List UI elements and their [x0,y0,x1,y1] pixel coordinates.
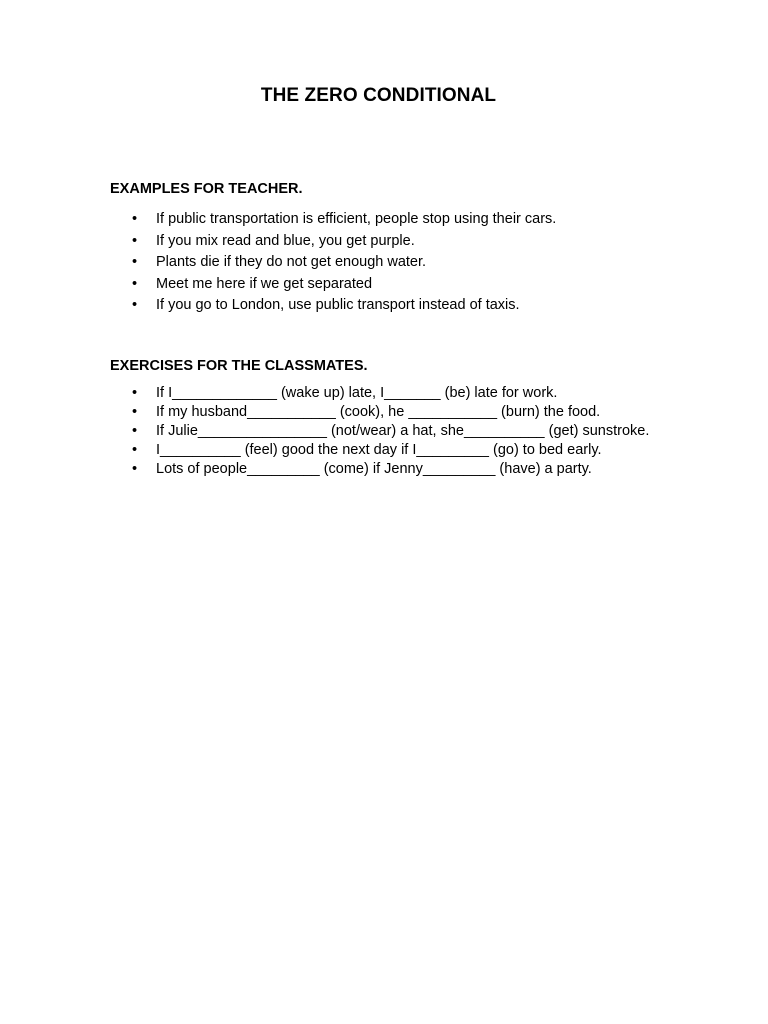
list-item [110,252,670,274]
list-item [110,274,670,296]
page-title: THE ZERO CONDITIONAL [260,85,497,106]
examples-heading: EXAMPLES FOR TEACHER. [110,181,303,197]
bullet-icon: • [132,385,138,401]
bullet-icon: • [132,297,138,313]
examples-list [110,209,670,317]
example-text: Meet me here if we get separated [156,275,373,292]
example-text: If you mix read and blue, you get purple. [156,232,415,249]
bullet-icon: • [132,232,138,249]
example-text: Plants die if they do not get enough water. [156,254,427,270]
example-text: If you go to London, use public transport instead of taxis. [156,297,520,313]
list-item [110,384,670,403]
bullet-icon: • [132,254,138,270]
list-item [110,403,670,422]
exercise-text: Lots of people_________ (come) if Jenny_________ (have) a party. [156,461,592,477]
bullet-icon: • [132,442,138,458]
bullet-icon: • [132,275,138,292]
list-item [110,422,670,441]
bullet-icon: • [132,211,138,227]
exercise-text: I__________ (feel) good the next day if I_________ (go) to bed early. [156,442,602,458]
exercise-text: If my husband___________ (cook), he ___________ (burn) the food. [156,404,601,420]
list-item [110,209,670,231]
bullet-icon: • [132,404,138,420]
exercises-heading: EXERCISES FOR THE CLASSMATES. [110,358,368,374]
list-item [110,295,670,317]
list-item [110,441,670,460]
exercise-text: If I_____________ (wake up) late, I_______ (be) late for work. [156,385,558,401]
bullet-icon: • [132,461,138,477]
list-item [110,231,670,253]
bullet-icon: • [132,423,138,439]
list-item [110,460,670,479]
example-text: If public transportation is efficient, people stop using their cars. [156,211,557,227]
exercise-text: If Julie________________ (not/wear) a hat, she__________ (get) sunstroke. [156,423,650,439]
exercises-list [110,384,670,479]
